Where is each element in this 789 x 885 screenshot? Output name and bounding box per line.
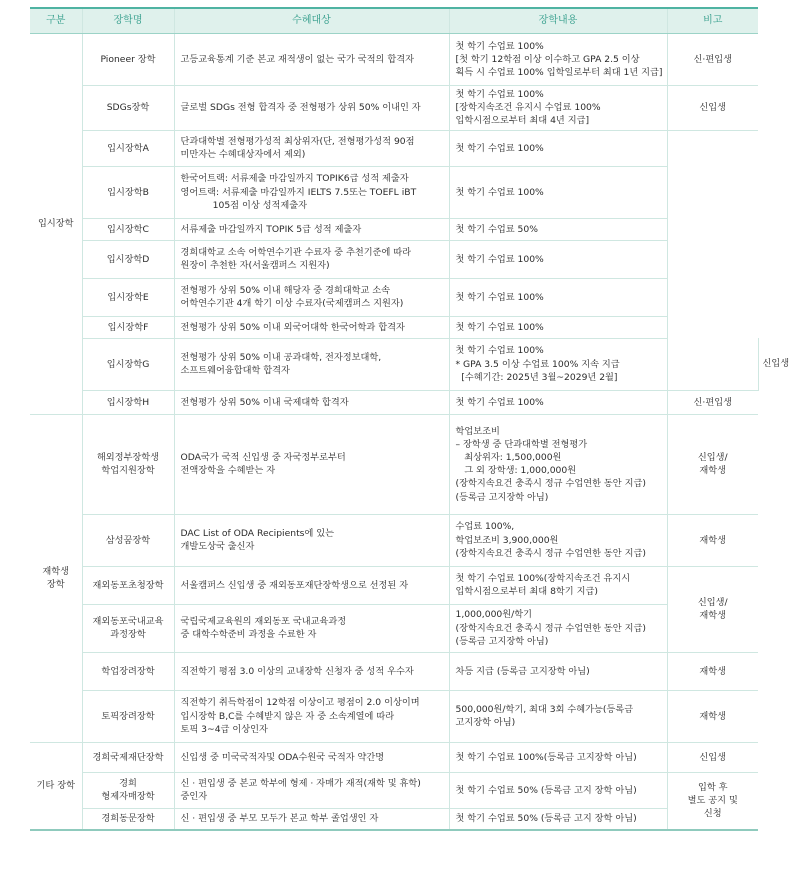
eligibility-line: 글로벌 SDGs 전형 합격자 중 전형평가 상위 50% 이내인 자 (180, 102, 421, 114)
eligibility-line: DAC List of ODA Recipients에 있는 (180, 527, 334, 539)
benefit-line: 입학시점으로부터 최대 8학기 지급) (455, 586, 598, 598)
eligibility-line: 단과대학별 전형평가성적 최상위자(단, 전형평가성적 90점 (180, 135, 415, 147)
remarks-line: 신·편입생 (693, 396, 732, 408)
benefit (449, 34, 667, 86)
scholarship-name-line: 입시장학F (107, 321, 149, 333)
table-row (30, 278, 758, 316)
benefit-line: 학업보조비 3,900,000원 (455, 534, 559, 546)
scholarship-name (82, 278, 174, 316)
table-header-row (30, 8, 758, 34)
benefit-line: * GPA 3.5 이상 수업료 100% 지속 지급 (455, 358, 620, 370)
eligibility-line: 원장이 추천한 자(서울캠퍼스 지원자) (180, 260, 330, 272)
remarks-line: 신입생 (699, 751, 727, 763)
scholarship-name-line: 입시장학H (106, 396, 150, 408)
eligibility-line: 서울캠퍼스 신입생 중 재외동포재단장학생으로 선정된 자 (180, 579, 409, 591)
eligibility (174, 34, 449, 86)
benefit (449, 166, 667, 218)
scholarship-name (82, 414, 174, 514)
remarks (667, 742, 758, 772)
benefit-line: 첫 학기 수업료 50% (455, 223, 538, 235)
eligibility (174, 316, 449, 338)
eligibility-line: 중 대학수학준비 과정을 수료한 자 (180, 629, 317, 641)
benefit-line: – 장학생 중 단과대학별 전형평가 (455, 438, 588, 450)
table-row (30, 86, 758, 131)
remarks-line: 신청 (703, 808, 722, 820)
eligibility-line: 직전학기 취득학점이 12학점 이상이고 평점이 2.0 이상이며 (180, 697, 420, 709)
benefit-line: 차등 지급 (등록금 고지장학 아님) (455, 665, 590, 677)
table-row (30, 130, 758, 166)
scholarship-name (82, 316, 174, 338)
eligibility-line: 신입생 중 미국국적자및 ODA수원국 국적자 약간명 (180, 751, 385, 763)
eligibility (174, 772, 449, 808)
remarks-line: 재학생 (699, 665, 727, 677)
eligibility-line: 소프트웨어융합대학 합격자 (180, 365, 290, 377)
eligibility (174, 390, 449, 414)
benefit-line: 수업료 100%, (455, 521, 515, 533)
benefit-line: (장학지속요건 충족시 정규 수업연한 동안 지급) (455, 622, 646, 634)
benefit (449, 278, 667, 316)
scholarship-name (82, 240, 174, 278)
benefit-line: [수혜기간: 2025년 3월~2029년 2월] (455, 371, 618, 383)
remarks-line: 재학생 (699, 610, 727, 622)
benefit (449, 514, 667, 566)
remarks-line: 신입생 (699, 102, 727, 114)
remarks-line: 재학생 (699, 710, 727, 722)
eligibility-line: 영어트랙: 서류제출 마감일까지 IELTS 7.5또는 TOEFL iBT (180, 186, 417, 198)
benefit-line: (등록금 고지장학 아님) (455, 491, 549, 503)
table-row (30, 166, 758, 218)
scholarship-name-line: 입시장학B (107, 186, 149, 198)
eligibility-line: 직전학기 평점 3.0 이상의 교내장학 신청자 중 성적 우수자 (180, 665, 414, 677)
eligibility-line: 어학연수기관 4개 학기 이상 수료자(국제캠퍼스 지원자) (180, 298, 404, 310)
header-category: 구분 (30, 8, 82, 34)
remarks (667, 130, 758, 390)
eligibility-line: 토픽 3~4급 이상인자 (180, 723, 268, 735)
scholarship-name-line: 입시장학C (107, 223, 149, 235)
remarks (667, 390, 758, 414)
benefit-line: 500,000원/학기, 최대 3회 수혜가능(등록금 (455, 703, 634, 715)
benefit-line: 첫 학기 수업료 100% (455, 142, 544, 154)
scholarship-name (82, 338, 174, 390)
eligibility-line: 서류제출 마감일까지 TOPIK 5급 성적 제출자 (180, 223, 362, 235)
eligibility (174, 278, 449, 316)
eligibility (174, 566, 449, 604)
scholarship-name-line: 경희 (119, 777, 137, 789)
scholarship-name-line: Pioneer 장학 (100, 53, 156, 65)
eligibility (174, 742, 449, 772)
table-row (30, 690, 758, 742)
remarks (667, 652, 758, 690)
table-row (30, 240, 758, 278)
remarks (667, 86, 758, 131)
eligibility (174, 338, 449, 390)
eligibility (174, 414, 449, 514)
benefit (449, 652, 667, 690)
benefit (449, 390, 667, 414)
remarks-line: 재학생 (699, 465, 727, 477)
table-row (30, 808, 758, 830)
scholarship-name-line: 경희국제재단장학 (92, 751, 164, 763)
scholarship-name (82, 86, 174, 131)
scholarship-name (82, 514, 174, 566)
scholarship-name (82, 390, 174, 414)
benefit-line: 획득 시 수업료 100% 입학일로부터 최대 1년 지급] (455, 67, 663, 79)
benefit-line: 첫 학기 수업료 100% (455, 291, 544, 303)
table-row: 입시장학G 전형평가 상위 50% 이내 공과대학, 전자정보대학, 소프트웨어융합대학 합격자 첫 학기 수업료 100% * GPA 3.5 이상 수업료 100% 지속 지급 [수혜기간: 2025년 3월~2029년 2월] 신입생 (30, 338, 758, 390)
benefit-line: 그 외 장학생: 1,000,000원 (455, 465, 577, 477)
remarks (667, 772, 758, 830)
header-remarks: 비고 (667, 8, 758, 34)
eligibility-line: 전형평가 상위 50% 이내 외국어대학 한국어학과 합격자 (180, 321, 405, 333)
scholarship-name (82, 604, 174, 652)
table-row (30, 414, 758, 514)
scholarship-name-line: 경희동문장학 (101, 813, 155, 825)
eligibility-line: 전형평가 상위 50% 이내 해당자 중 경희대학교 소속 (180, 284, 390, 296)
benefit-line: (장학지속요건 충족시 정규 수업연한 동안 지급) (455, 478, 646, 490)
category-enrolled (30, 414, 82, 742)
table-row (30, 316, 758, 338)
table-row (30, 742, 758, 772)
eligibility-line: 입시장학 B,C를 수혜받지 않은 자 중 소속계열에 따라 (180, 710, 395, 722)
eligibility-line: 고등교육통계 기준 본교 재적생이 없는 국가 국적의 합격자 (180, 53, 414, 65)
eligibility-line: 국립국제교육원의 재외동포 국내교육과정 (180, 615, 347, 627)
eligibility-line: ODA국가 국적 신입생 중 자국정부로부터 (180, 451, 346, 463)
benefit-line: 첫 학기 수업료 100%(등록금 고지장학 아님) (455, 751, 637, 763)
remarks-line: 신입생/ (697, 451, 728, 463)
eligibility-line: 전형평가 상위 50% 이내 공과대학, 전자정보대학, (180, 351, 382, 363)
remarks (667, 514, 758, 566)
benefit (449, 240, 667, 278)
table-row (30, 218, 758, 240)
table-row (30, 604, 758, 652)
header-benefit: 장학내용 (449, 8, 667, 34)
scholarship-name-line: 입시장학A (107, 142, 149, 154)
remarks-line: 신·편입생 (693, 53, 732, 65)
eligibility-line: 개발도상국 출신자 (180, 541, 255, 553)
benefit-line: 첫 학기 수업료 100% (455, 321, 544, 333)
benefit-line: 첫 학기 수업료 100% (455, 253, 544, 265)
table-row (30, 772, 758, 808)
eligibility (174, 86, 449, 131)
benefit-line: 첫 학기 수업료 50% (등록금 고지 장학 아님) (455, 784, 637, 796)
category-label: 기타 장학 (36, 780, 75, 792)
scholarship-name (82, 130, 174, 166)
benefit (449, 338, 667, 390)
scholarship-name (82, 34, 174, 86)
category-label: 입시장학 (37, 218, 74, 230)
scholarship-name (82, 566, 174, 604)
eligibility (174, 690, 449, 742)
remarks (667, 414, 758, 514)
header-scholarship-name: 장학명 (82, 8, 174, 34)
eligibility-line: 중인자 (180, 791, 208, 803)
scholarship-name (82, 690, 174, 742)
benefit (449, 690, 667, 742)
eligibility (174, 218, 449, 240)
scholarship-name-line: 입시장학E (107, 291, 149, 303)
scholarship-name-line: 입시장학G (106, 358, 150, 370)
benefit-line: [첫 학기 12학점 이상 이수하고 GPA 2.5 이상 (455, 53, 640, 65)
category-label-line: 재학생 (42, 565, 70, 577)
scholarship-name-line: 재외동포초청장학 (92, 579, 164, 591)
eligibility-line: 미만자는 수혜대상자에서 제외) (180, 149, 306, 161)
benefit-line: 첫 학기 수업료 100%(장학지속조건 유지시 (455, 572, 631, 584)
benefit-line: 첫 학기 수업료 100% (455, 89, 544, 100)
benefit-line: 첫 학기 수업료 50% (등록금 고지 장학 아님) (455, 813, 637, 825)
eligibility (174, 652, 449, 690)
benefit-line: 첫 학기 수업료 100% (455, 345, 544, 357)
eligibility-line: 전형평가 상위 50% 이내 국제대학 합격자 (180, 396, 349, 408)
header-eligibility: 수혜대상 (174, 8, 449, 34)
eligibility-line: 신 · 편입생 중 부모 모두가 본교 학부 졸업생인 자 (180, 813, 379, 825)
scholarship-name-line: 입시장학D (106, 253, 150, 265)
eligibility (174, 514, 449, 566)
scholarship-name (82, 808, 174, 830)
eligibility-line: 한국어트랙: 서류제출 마감일까지 TOPIK6급 성적 제출자 (180, 173, 409, 185)
table-row (30, 566, 758, 604)
eligibility (174, 166, 449, 218)
benefit (449, 808, 667, 830)
scholarship-name-line: SDGs장학 (106, 102, 150, 114)
benefit-line: 학업보조비 (455, 425, 500, 437)
table-row (30, 390, 758, 414)
eligibility (174, 604, 449, 652)
table-row (30, 514, 758, 566)
category-other (30, 742, 82, 830)
benefit (449, 604, 667, 652)
eligibility-line: 신 · 편입생 중 본교 학부에 형제 · 자매가 재적(재학 및 휴학) (180, 777, 421, 789)
scholarship-name (82, 772, 174, 808)
scholarship-name-line: 해외정부장학생 (96, 451, 160, 463)
eligibility (174, 808, 449, 830)
remarks (667, 566, 758, 652)
benefit-line: 1,000,000원/학기 (455, 609, 532, 621)
benefit-line: 입학시점으로부터 최대 4년 지급] (455, 115, 590, 127)
scholarship-name (82, 218, 174, 240)
scholarship-name-line: 형제자매장학 (101, 791, 155, 803)
eligibility-line: 105점 이상 성적제출자 (180, 199, 308, 211)
eligibility-line: 경희대학교 소속 어학연수기관 수료자 중 추천기준에 따라 (180, 246, 412, 258)
benefit (449, 742, 667, 772)
scholarship-name-line: 삼성꿈장학 (105, 534, 151, 546)
remarks-line: 신입생/ (697, 596, 728, 608)
scholarship-name-line: 재외동포국내교육 (92, 615, 164, 627)
benefit-line: 첫 학기 수업료 100% (455, 186, 544, 198)
remarks-line: 입학 후 (697, 782, 728, 794)
category-label-line: 장학 (46, 579, 65, 591)
benefit (449, 772, 667, 808)
benefit-line: [장학지속조건 유지시 수업료 100% (455, 102, 601, 114)
benefit (449, 414, 667, 514)
eligibility (174, 240, 449, 278)
benefit (449, 316, 667, 338)
remarks-line: 별도 공지 및 (687, 795, 738, 807)
table-row (30, 652, 758, 690)
benefit (449, 566, 667, 604)
table-body (30, 34, 789, 831)
remarks-line: 재학생 (699, 534, 727, 546)
benefit-line: 최상위자: 1,500,000원 (455, 451, 562, 463)
eligibility-line: 전액장학을 수혜받는 자 (180, 465, 276, 477)
category-admission (30, 34, 82, 415)
benefit-line: (장학지속요건 충족시 정규 수업연한 동안 지급) (455, 547, 646, 559)
scholarship-name (82, 652, 174, 690)
benefit-line: 첫 학기 수업료 100% (455, 396, 544, 408)
benefit (449, 130, 667, 166)
scholarship-name (82, 166, 174, 218)
scholarship-name (82, 742, 174, 772)
benefit (449, 218, 667, 240)
benefit-line: 고지장학 아님) (455, 717, 516, 729)
scholarship-name-line: 토픽장려장학 (101, 710, 155, 722)
remarks (667, 690, 758, 742)
benefit-line: (등록금 고지장학 아님) (455, 635, 549, 647)
table-row (30, 34, 758, 86)
scholarship-name-line: 학업지원장학 (101, 465, 155, 477)
scholarship-name-line: 과정장학 (110, 629, 146, 641)
benefit-line: 첫 학기 수업료 100% (455, 40, 544, 52)
scholarship-name-line: 학업장려장학 (101, 665, 155, 677)
remarks (667, 34, 758, 86)
benefit (449, 86, 667, 131)
eligibility (174, 130, 449, 166)
scholarship-table (30, 7, 789, 831)
